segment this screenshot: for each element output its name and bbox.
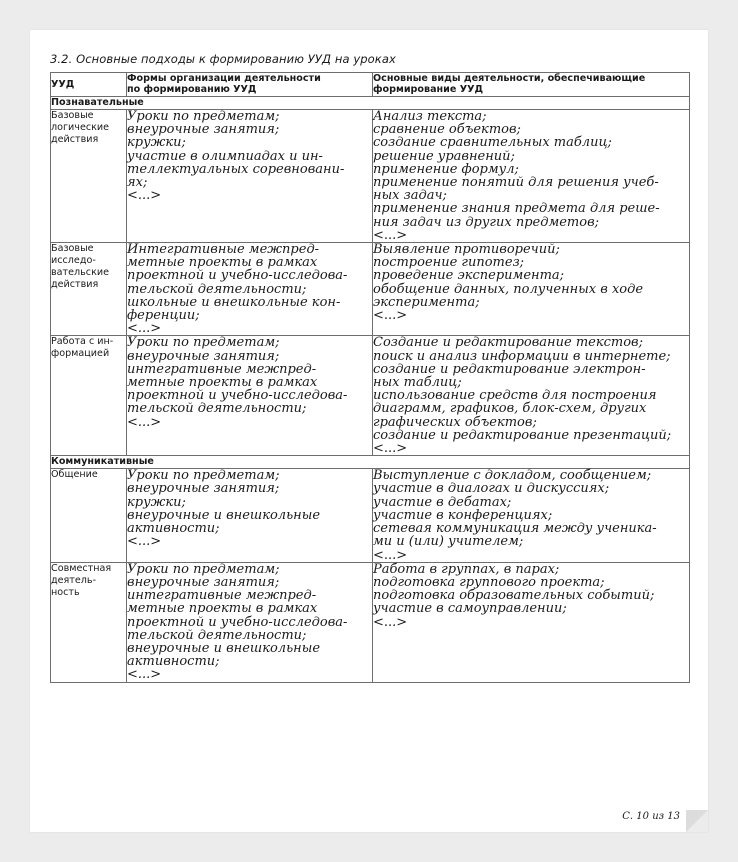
cell-line: Совместная xyxy=(51,562,112,574)
cell-line: внеурочные и внешкольные xyxy=(127,640,321,656)
cell-line: тельской деятельности; xyxy=(127,401,307,417)
cell-line: Работа в группах, в парах; xyxy=(373,561,560,577)
cell-line: создание сравнительных таблиц; xyxy=(373,135,612,151)
cell-line: проектной и учебно-исследова- xyxy=(127,614,348,630)
cell-line: обобщение данных, полученных в ходе xyxy=(373,281,644,297)
cell-line: <...> xyxy=(127,188,162,204)
cell-line: деятель- xyxy=(51,574,97,586)
cell-line: <...> xyxy=(373,441,408,457)
cell-line: Базовые xyxy=(51,110,94,121)
cell-line: применение знания предмета для реше- xyxy=(373,201,660,217)
cell-line: Создание и редактирование текстов; xyxy=(373,335,643,351)
table-row xyxy=(51,469,690,562)
cell-line: внеурочные занятия; xyxy=(127,574,280,590)
cell-line: графических объектов; xyxy=(373,414,537,430)
cell-line: создание и редактирование презентаций; xyxy=(373,427,672,443)
cell-line: ях; xyxy=(127,175,148,191)
cell-line: формацией xyxy=(51,348,110,360)
cell-line: подготовка образовательных событий; xyxy=(373,588,655,604)
table-row xyxy=(51,243,690,336)
activities-cell xyxy=(373,110,690,243)
forms-cell xyxy=(127,562,373,682)
header-uud: УУД xyxy=(51,73,127,97)
cell-line: сравнение объектов; xyxy=(373,122,521,138)
activities-cell xyxy=(373,469,690,562)
uud-cell xyxy=(51,243,127,336)
cell-line: участие в олимпиадах и ин- xyxy=(127,148,323,164)
cell-line: интегративные межпред- xyxy=(127,588,317,604)
cell-line: <...> xyxy=(127,534,162,550)
cell-line: Интегративные межпред- xyxy=(127,242,320,258)
cell-line: проектной и учебно-исследова- xyxy=(127,388,348,404)
header-activities: Основные виды деятельности, обеспечивающие формирование УУД xyxy=(373,73,690,97)
cell-line: ми и (или) учителем; xyxy=(373,534,524,550)
uud-table xyxy=(50,72,690,683)
cell-line: действия xyxy=(51,279,99,291)
cell-line: диаграмм, графиков, блок-схем, других xyxy=(373,401,647,417)
cell-line: внеурочные занятия; xyxy=(127,481,280,497)
cell-line: Уроки по предметам; xyxy=(127,561,280,577)
group-title: Коммуникативные xyxy=(51,456,690,469)
group-title: Познавательные xyxy=(51,97,690,110)
table-row xyxy=(51,110,690,243)
cell-line: подготовка группового проекта; xyxy=(373,574,605,590)
cell-line: Работа с ин- xyxy=(51,336,114,348)
document-page xyxy=(30,30,708,832)
cell-line: Уроки по предметам; xyxy=(127,468,280,484)
cell-line: проектной и учебно-исследова- xyxy=(127,268,348,284)
cell-line: логические xyxy=(51,122,110,133)
uud-cell xyxy=(51,469,127,562)
cell-line: участие в конференциях; xyxy=(373,507,553,523)
activities-cell xyxy=(373,562,690,682)
cell-line: ных задач; xyxy=(373,188,447,204)
section-title: 3.2. Основные подходы к формированию УУД на уроках xyxy=(50,52,396,66)
table-body xyxy=(51,97,690,683)
cell-line: <...> xyxy=(373,614,408,630)
cell-line: применение понятий для решения учеб- xyxy=(373,175,659,191)
cell-line: ференции; xyxy=(127,308,200,324)
cell-line: проведение эксперимента; xyxy=(373,268,565,284)
cell-line: Выявление противоречий; xyxy=(373,242,560,258)
cell-line: Выступление с докладом, сообщением; xyxy=(373,468,652,484)
table-row xyxy=(51,562,690,682)
cell-line: Уроки по предметам; xyxy=(127,335,280,351)
activities-cell xyxy=(373,336,690,456)
group-row xyxy=(51,456,690,469)
cell-line: применение формул; xyxy=(373,161,519,177)
cell-line: <...> xyxy=(127,321,162,337)
uud-cell xyxy=(51,336,127,456)
cell-line: Анализ текста; xyxy=(373,109,487,124)
cell-line: метные проекты в рамках xyxy=(127,255,318,271)
cell-line: Базовые xyxy=(51,243,94,255)
forms-cell xyxy=(127,336,373,456)
cell-line: исследо- xyxy=(51,255,96,267)
cell-line: эксперимента; xyxy=(373,294,480,310)
cell-line: участие в диалогах и дискуссиях; xyxy=(373,481,610,497)
cell-line: школьные и внешкольные кон- xyxy=(127,294,341,310)
cell-line: Уроки по предметам; xyxy=(127,109,280,124)
forms-cell xyxy=(127,469,373,562)
cell-line: кружки; xyxy=(127,494,186,510)
cell-line: участие в самоуправлении; xyxy=(373,601,567,617)
cell-line: метные проекты в рамках xyxy=(127,375,318,391)
page-corner-fold xyxy=(686,810,708,832)
header-forms: Формы организации деятельности по формированию УУД xyxy=(127,73,373,97)
uud-cell xyxy=(51,110,127,243)
cell-line: активности; xyxy=(127,521,220,537)
uud-cell xyxy=(51,562,127,682)
cell-line: действия xyxy=(51,134,99,145)
cell-line: активности; xyxy=(127,654,220,670)
cell-line: теллектуальных соревновани- xyxy=(127,161,345,177)
cell-line: создание и редактирование электрон- xyxy=(373,361,646,377)
cell-line: кружки; xyxy=(127,135,186,151)
cell-line: внеурочные и внешкольные xyxy=(127,507,321,523)
page-number: С. 10 из 13 xyxy=(622,811,680,822)
cell-line: интегративные межпред- xyxy=(127,361,317,377)
forms-cell xyxy=(127,110,373,243)
cell-line: Общение xyxy=(51,469,98,481)
cell-line: поиск и анализ информации в интернете; xyxy=(373,348,671,364)
table-header-row xyxy=(51,73,690,97)
cell-line: ния задач из других предметов; xyxy=(373,214,600,230)
cell-line: сетевая коммуникация между ученика- xyxy=(373,521,657,537)
cell-line: участие в дебатах; xyxy=(373,494,512,510)
forms-cell xyxy=(127,243,373,336)
cell-line: тельской деятельности; xyxy=(127,627,307,643)
cell-line: решение уравнений; xyxy=(373,148,515,164)
cell-line: <...> xyxy=(127,667,162,683)
cell-line: ность xyxy=(51,586,80,598)
group-row xyxy=(51,97,690,110)
cell-line: использование средств для построения xyxy=(373,388,657,404)
cell-line: <...> xyxy=(127,414,162,430)
cell-line: внеурочные занятия; xyxy=(127,122,280,138)
cell-line: тельской деятельности; xyxy=(127,281,307,297)
cell-line: построение гипотез; xyxy=(373,255,525,271)
cell-line: вательские xyxy=(51,267,110,279)
cell-line: <...> xyxy=(373,227,408,243)
cell-line: <...> xyxy=(373,547,408,563)
cell-line: <...> xyxy=(373,308,408,324)
table-row xyxy=(51,336,690,456)
cell-line: внеурочные занятия; xyxy=(127,348,280,364)
cell-line: ных таблиц; xyxy=(373,375,462,391)
cell-line: метные проекты в рамках xyxy=(127,601,318,617)
activities-cell xyxy=(373,243,690,336)
